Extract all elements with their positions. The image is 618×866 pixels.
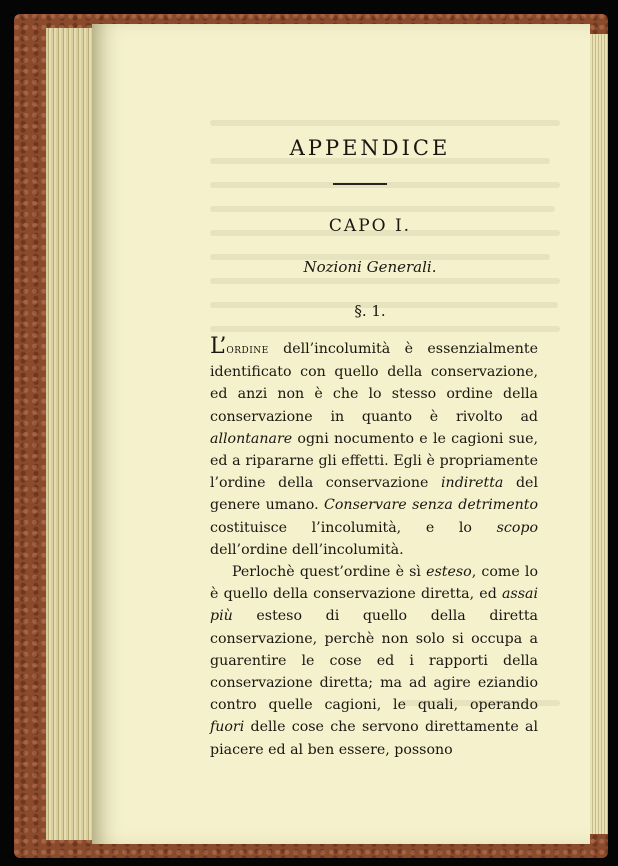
italic-run: scopo <box>496 519 538 536</box>
body-text <box>210 336 538 761</box>
text-run: costituisce l’incolumità, e lo <box>210 519 497 536</box>
text-run: delle cose che servono direttamente al piacere ed al ben essere, possono <box>210 719 538 758</box>
text-run: , come lo è quello della conservazione diretta, ed <box>210 564 538 603</box>
text-run: Perlochè quest’ordine è sì <box>232 564 427 581</box>
text-run: ogni nocumento e le cagioni sue, ed a ripararne gli effetti. Egli è propriamente l’ordine della conservazione <box>210 430 538 492</box>
italic-run: esteso <box>426 564 472 581</box>
appendix-heading: APPENDICE <box>289 136 451 160</box>
page-edges-left <box>46 28 96 840</box>
italic-run: Conservare senza detrimento <box>324 497 538 514</box>
chapter-heading: CAPO I. <box>328 216 412 236</box>
text-run: del genere umano. <box>210 475 538 514</box>
section-mark: §. 1. <box>354 302 386 320</box>
paragraph-2 <box>210 561 538 761</box>
drop-cap: L’ <box>210 334 227 359</box>
text-run: dell’incolumità è essenzialmente identificato con quello della conservazione, ed anzi non è che lo stesso ordine della conservazione in quanto è rivolto ad <box>210 341 538 425</box>
chapter-subtitle: Nozioni Generali. <box>303 258 437 276</box>
heading-rule <box>333 183 387 185</box>
italic-run: fuori <box>210 719 245 736</box>
italic-run: allontanare <box>210 430 293 447</box>
page-edges-right <box>590 34 608 834</box>
text-run: dell’ordine dell’incolumità. <box>210 541 404 558</box>
italic-run: indiretta <box>441 475 504 492</box>
text-run: esteso di quello della diretta conservazione, perchè non solo si occupa a guarentire le cose ed i rapporti della conservazione diretta; ma ad agire eziandio contro quelle cagioni, le quali, operando <box>210 608 538 714</box>
small-caps-word: ordine <box>226 342 269 357</box>
paragraph-1 <box>210 336 538 561</box>
italic-run: assai più <box>210 586 538 625</box>
